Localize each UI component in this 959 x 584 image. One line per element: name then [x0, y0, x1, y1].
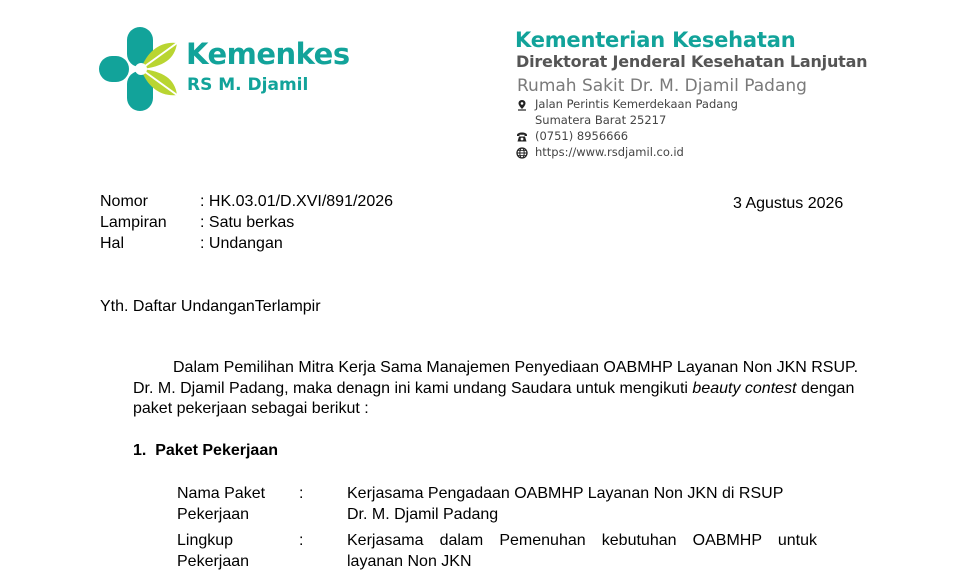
table-row-label	[177, 484, 287, 525]
paragraph-line-3: paket pekerjaan sebagai berikut :	[133, 400, 369, 417]
logo-name: Kemenkes	[186, 37, 350, 71]
row-value-line: layanan Non JKN	[347, 552, 472, 570]
row-label-line: Pekerjaan	[177, 552, 250, 570]
website-link[interactable]: https://www.rsdjamil.co.id	[535, 145, 684, 159]
row-value-line: Kerjasama Pengadaan OABMHP Layanan Non JKN di RSUP	[347, 485, 784, 502]
row-value-line: Kerjasama dalam Pemenuhan kebutuhan OABMHP untuk	[347, 532, 817, 549]
logo-subtitle: RS M. Djamil	[187, 75, 309, 95]
table-row-value	[347, 531, 817, 572]
row-colon: :	[299, 532, 304, 549]
globe-icon	[516, 147, 528, 159]
row-label-line: Lingkup	[177, 532, 234, 549]
paragraph-line-2	[133, 379, 913, 400]
paragraph-line-2-end: dengan	[796, 379, 855, 397]
section-title: Paket Pekerjaan	[155, 442, 278, 459]
intro-paragraph	[133, 358, 913, 420]
paragraph-line-2-text: Dr. M. Djamil Padang, maka denagn ini kami undang Saudara untuk mengikuti	[133, 379, 693, 397]
lampiran-value: : Satu berkas	[200, 214, 295, 231]
ministry-name: Kementerian Kesehatan	[515, 28, 796, 52]
address-line-2: Sumatera Barat 25217	[535, 113, 667, 127]
section-number: 1.	[133, 442, 147, 459]
address-line-1: Jalan Perintis Kemerdekaan Padang	[535, 97, 738, 111]
row-label-line: Pekerjaan	[177, 505, 250, 523]
nomor-label: Nomor	[100, 193, 149, 210]
row-colon: :	[299, 485, 304, 502]
letter-date: 3 Agustus 2026	[733, 195, 844, 212]
hal-label: Hal	[100, 235, 125, 252]
table-row-label	[177, 531, 287, 572]
phone-icon	[516, 131, 528, 143]
table-row-value	[347, 484, 817, 525]
recipient-line: Yth. Daftar UndanganTerlampir	[100, 298, 321, 315]
location-pin-icon	[516, 99, 528, 111]
row-value-line: Dr. M. Djamil Padang	[347, 505, 499, 523]
row-label-line: Nama Paket	[177, 485, 266, 502]
kemenkes-logo-mark	[97, 25, 179, 113]
phone-number: (0751) 8956666	[535, 129, 629, 143]
hal-value: : Undangan	[200, 235, 283, 252]
paragraph-line-1: Dalam Pemilihan Mitra Kerja Sama Manajemen Penyediaan OABMHP Layanan Non JKN RSUP.	[173, 359, 859, 376]
lampiran-label: Lampiran	[100, 214, 167, 231]
hospital-name: Rumah Sakit Dr. M. Djamil Padang	[517, 76, 807, 96]
directorate-name: Direktorat Jenderal Kesehatan Lanjutan	[516, 52, 868, 71]
nomor-value: : HK.03.01/D.XVI/891/2026	[200, 193, 394, 210]
section-heading	[133, 441, 278, 460]
paragraph-emphasis: beauty contest	[692, 379, 797, 397]
